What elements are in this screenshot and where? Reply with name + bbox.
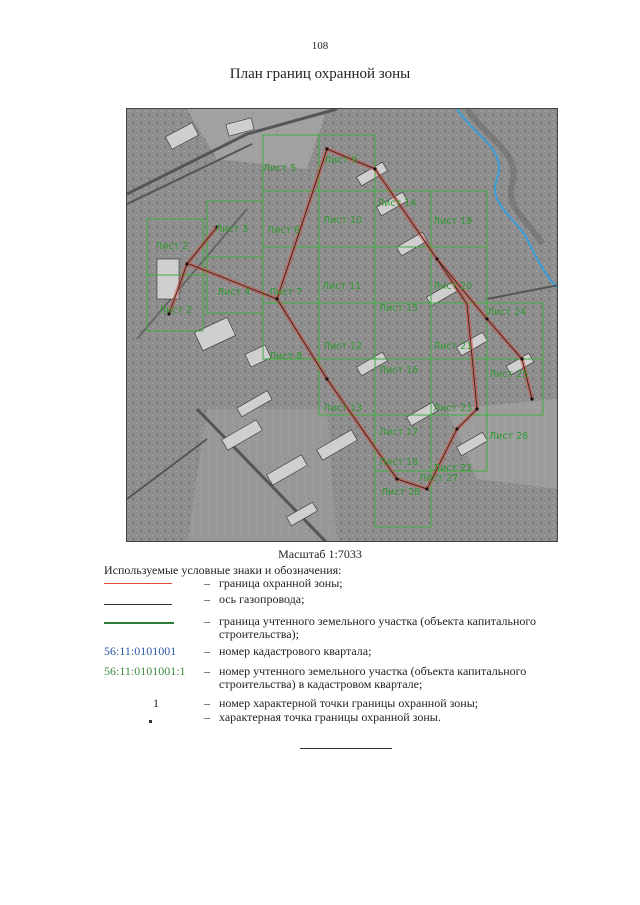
sheet-label: Лист 6	[267, 225, 301, 236]
sheet-label: Лист 28	[381, 487, 421, 498]
legend-item	[104, 645, 574, 659]
legend-item	[104, 697, 574, 711]
legend-item	[104, 711, 574, 725]
sheet-label: Лист 9	[324, 155, 358, 166]
sheet-label: Лист 27	[419, 473, 459, 484]
sheet-label: Лист 26	[489, 431, 529, 442]
sheet-label: Лист 25	[489, 369, 529, 380]
legend-desc: номер характерной точки границы охранной зоны;	[219, 696, 479, 710]
end-rule	[300, 748, 392, 749]
sheet-label: Лист 17	[379, 427, 419, 438]
legend-desc: граница охранной зоны;	[219, 576, 343, 590]
sheet-label: Лист 3	[215, 224, 249, 235]
sheet-label: Лист 12	[323, 341, 363, 352]
sheet-label: Лист 8	[269, 351, 303, 362]
sheet-label: Лист 21	[433, 341, 473, 352]
legend-desc: ось газопровода;	[219, 592, 305, 606]
legend-dash: –	[204, 614, 210, 628]
sheet-label: Лист 18	[379, 457, 419, 468]
map-canvas	[127, 109, 558, 542]
legend-dash: –	[204, 664, 210, 678]
sheet-label: Лист 5	[263, 163, 297, 174]
sheet-label: Лист 4	[217, 287, 251, 298]
land-plot-code: 56:11:0101001:1	[104, 664, 186, 678]
sheet-label: Лист 20	[433, 281, 473, 292]
map-scale: Масштаб 1:7033	[278, 547, 362, 561]
page-title: План границ охранной зоны	[229, 66, 411, 82]
map[interactable]	[126, 108, 558, 542]
page-number: 108	[311, 40, 329, 52]
legend-desc: граница учтенного земельного участка (объекта капитального строительства);	[219, 614, 537, 641]
sheet-label: Лист 11	[322, 281, 362, 292]
legend-desc: характерная точка границы охранной зоны.	[219, 710, 441, 724]
sheet-label: Лист 14	[377, 198, 417, 209]
sheet-label: Лист 16	[379, 365, 419, 376]
legend-item	[104, 615, 574, 643]
legend-dash: –	[204, 696, 210, 710]
sheet-label: Лист 13	[323, 403, 363, 414]
sheet-label: Лист 19	[433, 216, 473, 227]
legend-desc: номер кадастрового квартала;	[219, 644, 372, 658]
legend-title: Используемые условные знаки и обозначения:	[104, 563, 342, 577]
legend-dash: –	[204, 576, 210, 590]
sheet-label: Лист 23	[433, 403, 473, 414]
legend-item	[104, 577, 574, 591]
sheet-label: Лист 15	[379, 303, 419, 314]
legend-dash: –	[204, 710, 210, 724]
cadastral-quarter-code: 56:11:0101001	[104, 644, 177, 658]
sheet-label: Лист 2	[159, 305, 193, 316]
legend-item	[104, 665, 574, 693]
sheet-label: Лист 24	[487, 307, 527, 318]
legend-dash: –	[204, 644, 210, 658]
sheet-label: Лист 7	[269, 287, 303, 298]
sheet-label: Лист 2	[155, 241, 189, 252]
legend-desc: номер учтенного земельного участка (объекта капитального строительства) в кадастровом квартале;	[219, 664, 527, 691]
legend-dash: –	[204, 592, 210, 606]
point-number-sample: 1	[153, 696, 159, 710]
sheet-label: Лист 22	[433, 463, 473, 474]
legend-item	[104, 593, 574, 607]
sheet-label: Лист 10	[323, 215, 363, 226]
